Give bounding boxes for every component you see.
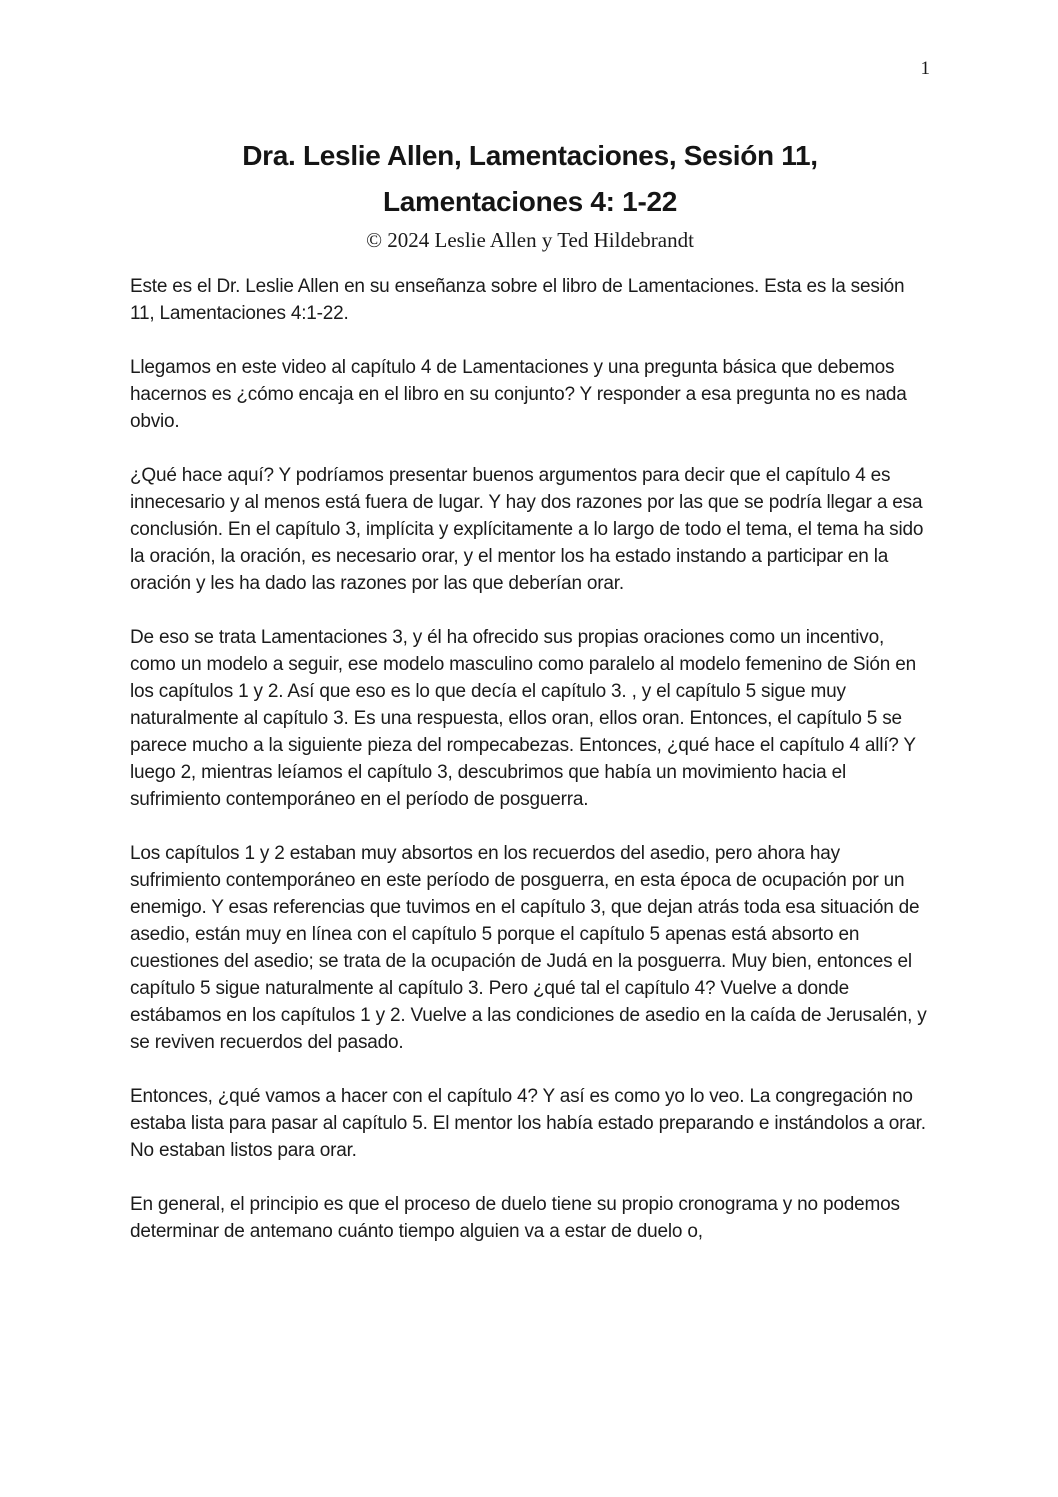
document-title xyxy=(130,133,930,225)
paragraph: Este es el Dr. Leslie Allen en su enseñanza sobre el libro de Lamentaciones. Esta es la sesión 11, Lamentaciones 4:1-22. xyxy=(130,276,905,324)
document-title-line-1: Dra. Leslie Allen, Lamentaciones, Sesión 11, xyxy=(242,140,818,171)
paragraph: Entonces, ¿qué vamos a hacer con el capítulo 4? Y así es como yo lo veo. La congregación no estaba lista para pasar al capítulo 5. El mentor los había estado preparando e instándolos a orar. No estaban listos para orar. xyxy=(130,1086,926,1161)
paragraph: Los capítulos 1 y 2 estaban muy absortos en los recuerdos del asedio, pero ahora hay sufrimiento contemporáneo en este período de posguerra, en esta época de ocupación por un enemigo. Y esas referencias que tuvimos en el capítulo 3, que dejan atrás toda esa situación de asedio, están muy en línea con el capítulo 5 porque el capítulo 5 apenas está absorto en cuestiones del asedio; se trata de la ocupación de Judá en la posguerra. Muy bien, entonces el capítulo 5 sigue naturalmente al capítulo 3. Pero ¿qué tal el capítulo 4? Vuelve a donde estábamos en los capítulos 1 y 2. Vuelve a las condiciones de asedio en la caída de Jerusalén, y se reviven recuerdos del pasado. xyxy=(130,843,927,1053)
page-content xyxy=(130,0,930,1272)
page-number: 1 xyxy=(920,58,930,79)
copyright-line: © 2024 Leslie Allen y Ted Hildebrandt xyxy=(366,228,694,252)
paragraph: ¿Qué hace aquí? Y podríamos presentar buenos argumentos para decir que el capítulo 4 es innecesario y al menos está fuera de lugar. Y hay dos razones por las que se podría llegar a esa conclusión. En el capítulo 3, implícita y explícitamente a lo largo de todo el tema, el tema ha sido la oración, la oración, es necesario orar, y el mentor los ha estado instando a participar en la oración y les ha dado las razones por las que deberían orar. xyxy=(130,465,924,594)
document-body xyxy=(130,273,930,1245)
document-title-line-2: Lamentaciones 4: 1-22 xyxy=(382,186,678,217)
paragraph: De eso se trata Lamentaciones 3, y él ha ofrecido sus propias oraciones como un incentivo, como un modelo a seguir, ese modelo masculino como paralelo al modelo femenino de Sión en los capítulos 1 y 2. Así que eso es lo que decía el capítulo 3. , y el capítulo 5 sigue muy naturalmente al capítulo 3. Es una respuesta, ellos oran, ellos oran. Entonces, el capítulo 5 se parece mucho a la siguiente pieza del rompecabezas. Entonces, ¿qué hace el capítulo 4 allí? Y luego 2, mientras leíamos el capítulo 3, descubrimos que había un movimiento hacia el sufrimiento contemporáneo en el período de posguerra. xyxy=(130,627,916,810)
paragraph: Llegamos en este video al capítulo 4 de Lamentaciones y una pregunta básica que debemos hacernos es ¿cómo encaja en el libro en su conjunto? Y responder a esa pregunta no es nada obvio. xyxy=(130,357,907,432)
paragraph: En general, el principio es que el proceso de duelo tiene su propio cronograma y no podemos determinar de antemano cuánto tiempo alguien va a estar de duelo o, xyxy=(130,1194,900,1242)
